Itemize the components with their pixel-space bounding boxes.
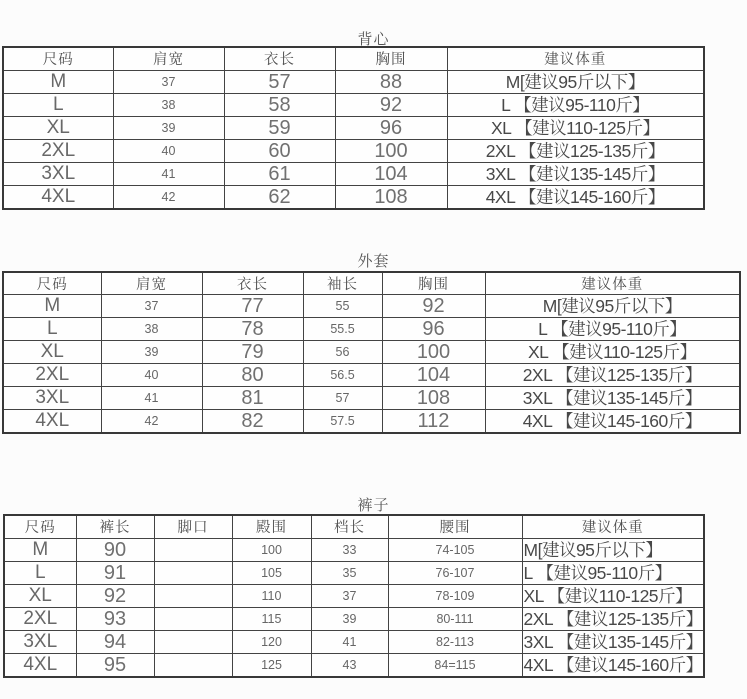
- table-row: [3, 139, 704, 162]
- cell-weight: 2XL 【建议125-135斤】: [523, 608, 703, 629]
- table-row: [4, 653, 704, 677]
- cell-leg-opening: [154, 538, 232, 561]
- cell-size: M: [3, 70, 113, 93]
- cell-shoulder: 41: [101, 387, 202, 410]
- cell-shoulder: 38: [113, 93, 224, 116]
- cell-weight: M[建议95斤以下】: [447, 70, 704, 93]
- cell-size: 4XL: [4, 653, 76, 677]
- cell-pants-length: 93: [76, 607, 154, 630]
- cell-crotch: 33: [311, 538, 388, 561]
- cell-weight: M[建议95斤以下】: [522, 538, 704, 561]
- cell-sleeve: 57.5: [303, 410, 382, 434]
- column-header-length: 衣长: [224, 47, 335, 70]
- cell-shoulder: 42: [113, 185, 224, 209]
- table-row: [3, 116, 704, 139]
- header-row: [3, 47, 704, 70]
- cell-pants-length: 95: [76, 653, 154, 677]
- header-row: [4, 515, 704, 538]
- cell-crotch: 35: [311, 561, 388, 584]
- cell-size: XL: [3, 341, 101, 364]
- cell-pants-length: 92: [76, 584, 154, 607]
- column-header-waist: 腰围: [388, 515, 522, 538]
- cell-size: 3XL: [4, 630, 76, 653]
- cell-waist: 74-105: [388, 538, 522, 561]
- table-row: [3, 341, 740, 364]
- vest-size-table: [2, 46, 705, 210]
- cell-waist: 84=115: [388, 653, 522, 677]
- cell-bust: 108: [382, 387, 485, 410]
- cell-size: 2XL: [3, 139, 113, 162]
- cell-size: 3XL: [3, 387, 101, 410]
- cell-weight: 2XL 【建议125-135斤】: [447, 139, 704, 162]
- cell-weight: 3XL 【建议135-145斤】: [447, 162, 704, 185]
- table-row: [4, 538, 704, 561]
- cell-size: XL: [4, 584, 76, 607]
- column-header-hip: 殿围: [232, 515, 311, 538]
- column-header-size: 尺码: [4, 515, 76, 538]
- cell-leg-opening: [154, 630, 232, 653]
- cell-size: 2XL: [4, 607, 76, 630]
- column-header-length: 衣长: [202, 272, 303, 295]
- cell-size: M: [3, 295, 101, 318]
- column-header-bust: 胸围: [382, 272, 485, 295]
- cell-bust: 104: [335, 162, 447, 185]
- column-header-leg-opening: 脚口: [154, 515, 232, 538]
- vest-table-title: 背心: [357, 31, 390, 48]
- cell-bust: 100: [335, 139, 447, 162]
- cell-weight: 3XL 【建议135-145斤】: [485, 387, 740, 410]
- coat-table-title: 外套: [357, 252, 390, 270]
- column-header-crotch: 档长: [311, 515, 388, 538]
- cell-hip: 125: [232, 653, 311, 677]
- cell-weight: 4XL 【建议145-160斤】: [523, 654, 703, 675]
- cell-size: M: [4, 538, 76, 561]
- table-row: [3, 410, 740, 434]
- table-row: [4, 630, 704, 653]
- cell-length: 61: [224, 162, 335, 185]
- cell-shoulder: 38: [101, 318, 202, 341]
- cell-size: 2XL: [3, 364, 101, 387]
- column-header-weight: 建议体重: [522, 515, 704, 538]
- cell-size: 4XL: [3, 410, 101, 434]
- table-row: [3, 364, 740, 387]
- cell-hip: 100: [232, 538, 311, 561]
- cell-length: 62: [224, 185, 335, 209]
- column-header-pants-length: 裤长: [76, 515, 154, 538]
- cell-length: 81: [202, 387, 303, 410]
- cell-length: 80: [202, 364, 303, 387]
- cell-sleeve: 56.5: [303, 364, 382, 387]
- cell-crotch: 43: [311, 653, 388, 677]
- cell-size: L: [4, 561, 76, 584]
- cell-hip: 120: [232, 630, 311, 653]
- column-header-weight: 建议体重: [485, 272, 740, 295]
- pants-table-title: 裤子: [357, 497, 390, 514]
- column-header-shoulder: 肩宽: [113, 47, 224, 70]
- column-header-shoulder: 肩宽: [101, 272, 202, 295]
- cell-weight: L 【建议95-110斤】: [485, 318, 740, 341]
- cell-bust: 100: [382, 341, 485, 364]
- column-header-sleeve: 袖长: [303, 272, 382, 295]
- cell-shoulder: 37: [113, 70, 224, 93]
- cell-size: L: [3, 93, 113, 116]
- cell-weight: XL 【建议110-125斤】: [522, 584, 704, 607]
- cell-length: 82: [202, 410, 303, 434]
- cell-weight: 4XL 【建议145-160斤】: [447, 185, 704, 209]
- cell-pants-length: 91: [76, 561, 154, 584]
- cell-sleeve: 55.5: [303, 318, 382, 341]
- cell-bust: 112: [382, 410, 485, 434]
- pants-size-table: [3, 514, 705, 678]
- cell-hip: 105: [232, 561, 311, 584]
- cell-bust: 88: [335, 70, 447, 93]
- table-row: [3, 70, 704, 93]
- cell-shoulder: 39: [101, 341, 202, 364]
- cell-bust: 96: [335, 116, 447, 139]
- cell-shoulder: 40: [101, 364, 202, 387]
- cell-hip: 115: [232, 607, 311, 630]
- table-row: [3, 93, 704, 116]
- cell-size: L: [3, 318, 101, 341]
- cell-weight: 4XL 【建议145-160斤】: [485, 410, 740, 434]
- cell-weight: XL 【建议110-125斤】: [447, 116, 704, 139]
- cell-bust: 108: [335, 185, 447, 209]
- cell-shoulder: 41: [113, 162, 224, 185]
- column-header-size: 尺码: [3, 47, 113, 70]
- cell-size: 4XL: [3, 185, 113, 209]
- column-header-weight: 建议体重: [447, 47, 704, 70]
- cell-leg-opening: [154, 653, 232, 677]
- table-row: [4, 584, 704, 607]
- cell-weight: 2XL 【建议125-135斤】: [485, 364, 740, 387]
- cell-sleeve: 57: [303, 387, 382, 410]
- table-row: [3, 387, 740, 410]
- cell-weight: L 【建议95-110斤】: [447, 93, 704, 116]
- cell-pants-length: 90: [76, 538, 154, 561]
- cell-length: 78: [202, 318, 303, 341]
- cell-leg-opening: [154, 607, 232, 630]
- table-row: [3, 162, 704, 185]
- cell-leg-opening: [154, 584, 232, 607]
- cell-weight: 3XL 【建议135-145斤】: [523, 631, 703, 652]
- cell-bust: 104: [382, 364, 485, 387]
- cell-size: 3XL: [3, 162, 113, 185]
- cell-waist: 76-107: [388, 561, 522, 584]
- cell-bust: 96: [382, 318, 485, 341]
- cell-waist: 78-109: [388, 584, 522, 607]
- cell-crotch: 37: [311, 584, 388, 607]
- column-header-bust: 胸围: [335, 47, 447, 70]
- table-row: [3, 295, 740, 318]
- cell-bust: 92: [382, 295, 485, 318]
- cell-sleeve: 55: [303, 295, 382, 318]
- table-row: [4, 561, 704, 584]
- cell-shoulder: 40: [113, 139, 224, 162]
- cell-weight: M[建议95斤以下】: [485, 295, 740, 318]
- cell-length: 57: [224, 70, 335, 93]
- cell-length: 59: [224, 116, 335, 139]
- table-row: [4, 607, 704, 630]
- cell-bust: 92: [335, 93, 447, 116]
- cell-length: 60: [224, 139, 335, 162]
- cell-crotch: 39: [311, 607, 388, 630]
- cell-length: 79: [202, 341, 303, 364]
- table-row: [3, 318, 740, 341]
- cell-size: XL: [3, 116, 113, 139]
- cell-weight: XL 【建议110-125斤】: [485, 341, 740, 364]
- cell-leg-opening: [154, 561, 232, 584]
- cell-length: 58: [224, 93, 335, 116]
- cell-sleeve: 56: [303, 341, 382, 364]
- coat-size-table: [2, 271, 741, 435]
- cell-waist: 80-111: [388, 607, 522, 630]
- cell-pants-length: 94: [76, 630, 154, 653]
- cell-shoulder: 42: [101, 410, 202, 434]
- cell-shoulder: 39: [113, 116, 224, 139]
- cell-hip: 110: [232, 584, 311, 607]
- cell-shoulder: 37: [101, 295, 202, 318]
- column-header-size: 尺码: [3, 272, 101, 295]
- table-row: [3, 185, 704, 209]
- cell-waist: 82-113: [388, 630, 522, 653]
- cell-weight: L 【建议95-110斤】: [522, 561, 704, 584]
- cell-length: 77: [202, 295, 303, 318]
- cell-crotch: 41: [311, 630, 388, 653]
- header-row: [3, 272, 740, 295]
